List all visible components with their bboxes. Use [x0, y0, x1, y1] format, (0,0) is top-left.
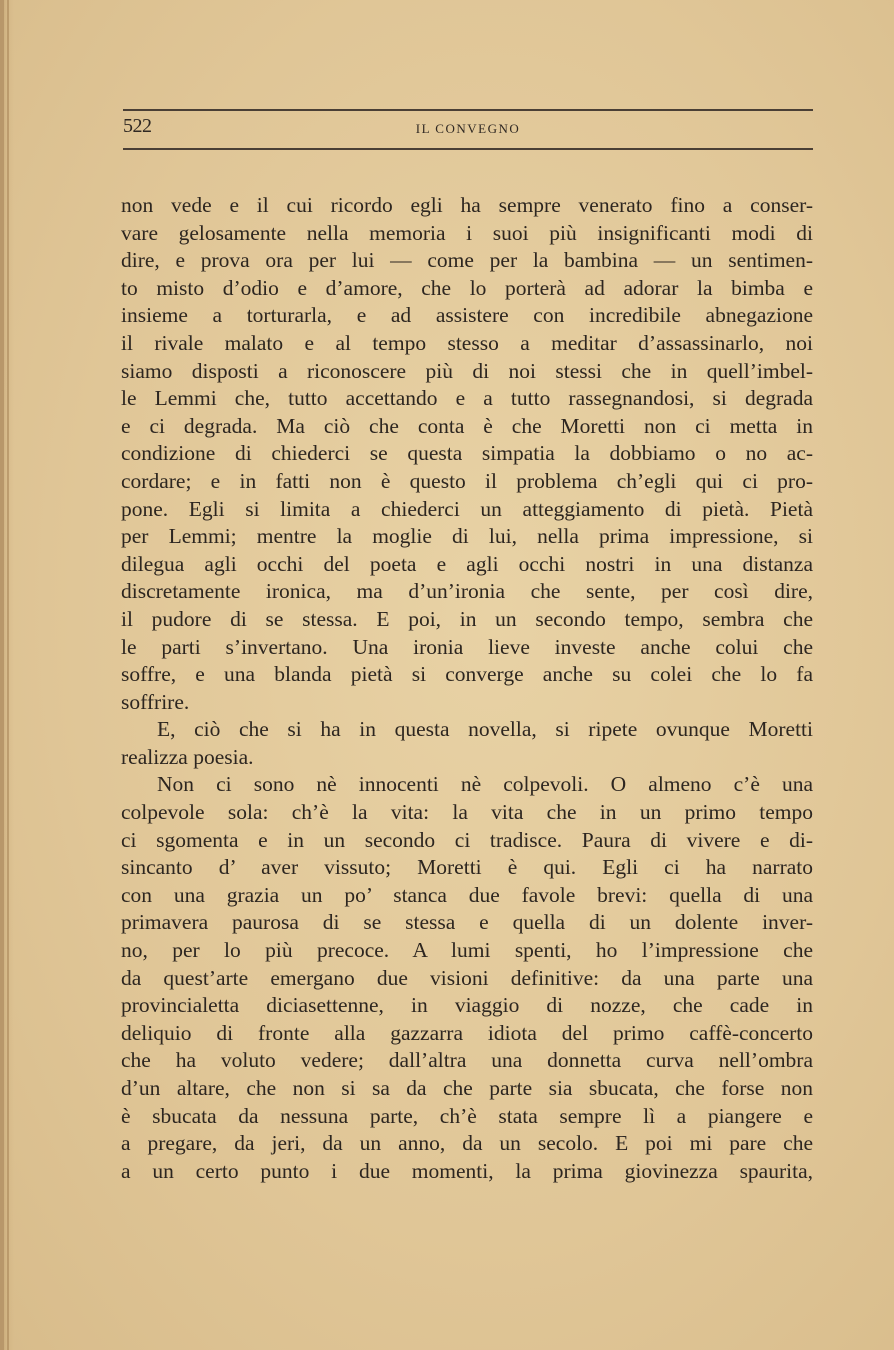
text-line: con una grazia un po’ stanca due favole brevi: quella di una [121, 882, 813, 907]
running-head [123, 115, 813, 143]
text-line: sincanto d’ aver vissuto; Moretti è qui. Egli ci ha narrato [121, 855, 813, 880]
text-line: insieme a torturarla, e ad assistere con incredibile abnegazione [121, 303, 813, 328]
text-line: realizza poesia. [121, 744, 254, 769]
text-line: vare gelosamente nella memoria i suoi più insignificanti modi di [121, 220, 813, 245]
header-rule-bottom [123, 148, 813, 150]
text-line: E, ciò che si ha in questa novella, si ripete ovunque Moretti [157, 717, 813, 742]
text-line: condizione di chiederci se questa simpatia la dobbiamo o no ac- [121, 441, 813, 466]
text-line: deliquio di fronte alla gazzarra idiota del primo caffè-concerto [121, 1020, 813, 1045]
page-binding-edge [0, 0, 4, 1350]
page-number: 522 [123, 115, 152, 137]
text-line: da quest’arte emergano due visioni definitive: da una parte una [121, 965, 813, 990]
text-line: dire, e prova ora per lui — come per la bambina — un sentimen- [121, 248, 813, 273]
text-line: siamo disposti a riconoscere più di noi stessi che in quell’imbel- [121, 358, 813, 383]
text-line: no, per lo più precoce. A lumi spenti, ho l’impressione che [121, 938, 813, 963]
text-line: le Lemmi che, tutto accettando e a tutto rassegnandosi, si degrada [121, 386, 813, 411]
text-line: soffrire. [121, 689, 190, 714]
journal-title: IL CONVEGNO [415, 121, 521, 136]
text-line: ci sgomenta e in un secondo ci tradisce. Paura di vivere e di- [121, 827, 813, 852]
text-line: per Lemmi; mentre la moglie di lui, nella prima impressione, si [121, 524, 813, 549]
text-line: discretamente ironica, ma d’un’ironia che sente, per così dire, [121, 579, 813, 604]
text-line: a un certo punto i due momenti, la prima giovinezza spaurita, [121, 1158, 813, 1183]
text-line: dilegua agli occhi del poeta e agli occhi nostri in una distanza [121, 551, 813, 576]
text-line: colpevole sola: ch’è la vita: la vita che in un primo tempo [121, 800, 813, 825]
text-line: soffre, e una blanda pietà si converge anche su colei che lo fa [121, 662, 813, 687]
text-line: a pregare, da jeri, da un anno, da un secolo. E poi mi pare che [121, 1131, 813, 1156]
text-line: il pudore di se stessa. E poi, in un secondo tempo, sembra che [121, 606, 813, 631]
text-line: d’un altare, che non si sa da che parte sia sbucata, che forse non [121, 1076, 813, 1100]
text-line: che ha voluto vedere; dall’altra una donnetta curva nell’ombra [121, 1048, 813, 1073]
body-text [121, 192, 813, 1185]
text-line: pone. Egli si limita a chiederci un atteggiamento di pietà. Pietà [121, 496, 813, 521]
text-line: provincialetta diciasettenne, in viaggio di nozze, che cade in [121, 993, 813, 1018]
text-line: le parti s’invertano. Una ironia lieve investe anche colui che [121, 634, 813, 659]
text-line: è sbucata da nessuna parte, ch’è stata sempre lì a piangere e [121, 1103, 813, 1128]
header-rule-top [123, 109, 813, 111]
text-line: il rivale malato e al tempo stesso a meditar d’assassinarlo, noi [121, 330, 813, 355]
text-line: to misto d’odio e d’amore, che lo porterà ad adorar la bimba e [121, 275, 813, 300]
text-line: e ci degrada. Ma ciò che conta è che Moretti non ci metta in [121, 413, 813, 438]
text-line: primavera paurosa di se stessa e quella di un dolente inver- [121, 910, 813, 935]
text-line: Non ci sono nè innocenti nè colpevoli. O almeno c’è una [157, 772, 813, 797]
text-line: non vede e il cui ricordo egli ha sempre venerato fino a conser- [121, 193, 813, 217]
page-binding-shadow [7, 0, 9, 1350]
text-line: cordare; e in fatti non è questo il problema ch’egli qui ci pro- [121, 468, 813, 493]
